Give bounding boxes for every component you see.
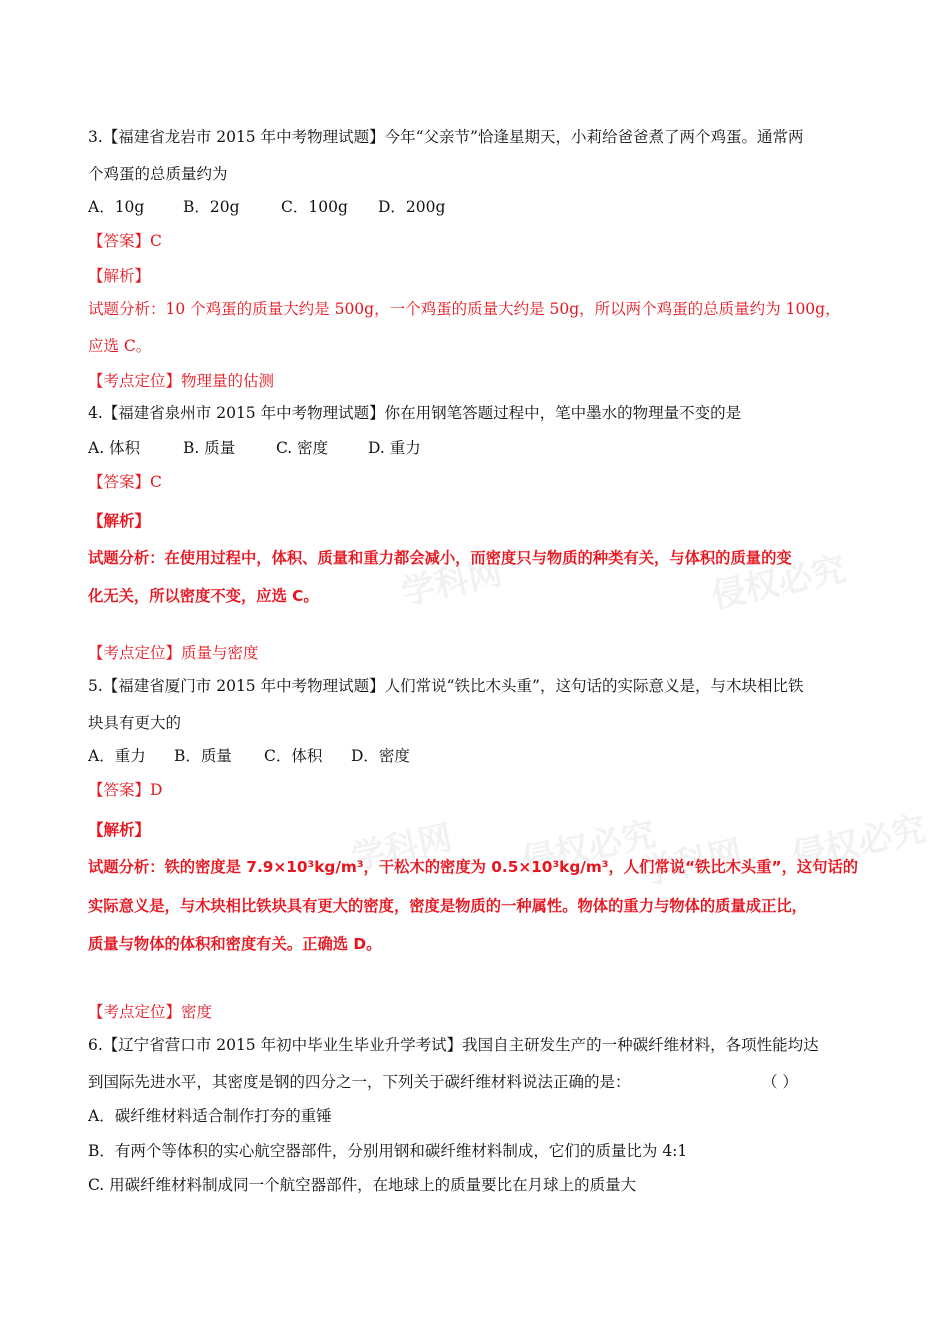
q5-option-a: A．重力 [88,747,146,765]
watermark: 学科网 [347,817,456,879]
q4-answer: 【答案】C [88,473,162,491]
q5-analysis-line1: 试题分析：铁的密度是 7.9×10³kg/m³，干松木的密度为 0.5×10³kg/m³，人们常说“铁比木头重”，这句话的 [88,858,859,876]
q5-stem-line2: 块具有更大的 [88,714,182,732]
q4-stem-line1: 4.【福建省泉州市 2015 年中考物理试题】你在用钢笔答题过程中，笔中墨水的物理量不变的是 [88,404,742,422]
q4-point: 【考点定位】质量与密度 [88,644,259,662]
q6-option-a: A．碳纤维材料适合制作打夯的重锤 [88,1107,332,1125]
watermark: 学科网 [637,832,746,894]
q4-option-c: C. 密度 [276,439,329,457]
q3-stem-line2: 个鸡蛋的总质量约为 [88,165,228,183]
q4-option-b: B. 质量 [183,439,236,457]
watermark: 侵权必究 [708,549,850,617]
q4-analysis-line2: 化无关，所以密度不变，应选 C。 [88,587,319,605]
q3-option-c: C．100g [281,198,348,216]
q3-point: 【考点定位】物理量的估测 [88,372,275,390]
q5-option-d: D．密度 [351,747,410,765]
q3-option-d: D．200g [378,198,446,216]
q5-analysis-line3: 质量与物体的体积和密度有关。正确选 D。 [88,935,382,953]
q5-point: 【考点定位】密度 [88,1003,213,1021]
q3-analysis-line2: 应选 C。 [88,337,152,355]
q6-stem-line1: 6.【辽宁省营口市 2015 年初中毕业生毕业升学考试】我国自主研发生产的一种碳纤维材料，各项性能均达 [88,1036,819,1054]
q5-options [88,746,410,766]
q4-option-a: A. 体积 [88,439,141,457]
q5-option-b: B．质量 [174,747,232,765]
q5-stem-line1: 5.【福建省厦门市 2015 年中考物理试题】人们常说“铁比木头重”，这句话的实际意义是，与木块相比铁 [88,677,804,695]
q5-answer: 【答案】D [88,781,163,799]
q4-options [88,438,421,458]
q3-option-b: B．20g [183,198,240,216]
q3-answer: 【答案】C [88,232,162,250]
q3-option-a: A．10g [88,198,145,216]
watermark: 学科网 [397,552,506,614]
q6-option-c: C. 用碳纤维材料制成同一个航空器部件，在地球上的质量要比在月球上的质量大 [88,1176,637,1194]
q6-stem-line2: 到国际先进水平，其密度是钢的四分之一，下列关于碳纤维材料说法正确的是： [88,1073,631,1091]
q5-analysis-line2: 实际意义是，与木块相比铁块具有更大的密度，密度是物质的一种属性。物体的重力与物体的质量成正比， [88,897,807,915]
q4-analysis-line1: 试题分析：在使用过程中，体积、质量和重力都会减小，而密度只与物质的种类有关，与体积的质量的变 [88,549,792,567]
watermark: 侵权必究 [518,814,660,882]
q4-option-d: D. 重力 [368,439,421,457]
q6-option-b: B．有两个等体积的实心航空器部件，分别用钢和碳纤维材料制成，它们的质量比为 4:1 [88,1142,688,1160]
watermark: 侵权必究 [788,809,930,877]
q5-option-c: C．体积 [264,747,323,765]
q3-analysis-line1: 试题分析：10 个鸡蛋的质量大约是 500g，一个鸡蛋的质量大约是 50g，所以两个鸡蛋的总质量约为 100g， [88,300,841,318]
q6-answer-blank: （ ） [762,1073,798,1091]
q3-stem-line1: 3.【福建省龙岩市 2015 年中考物理试题】今年“父亲节”恰逢星期天，小莉给爸爸煮了两个鸡蛋。通常两 [88,128,804,146]
q3-options [88,197,445,217]
q4-analysis-label: 【解析】 [88,512,151,530]
q5-analysis-label: 【解析】 [88,821,151,839]
q3-analysis-label: 【解析】 [88,267,151,285]
